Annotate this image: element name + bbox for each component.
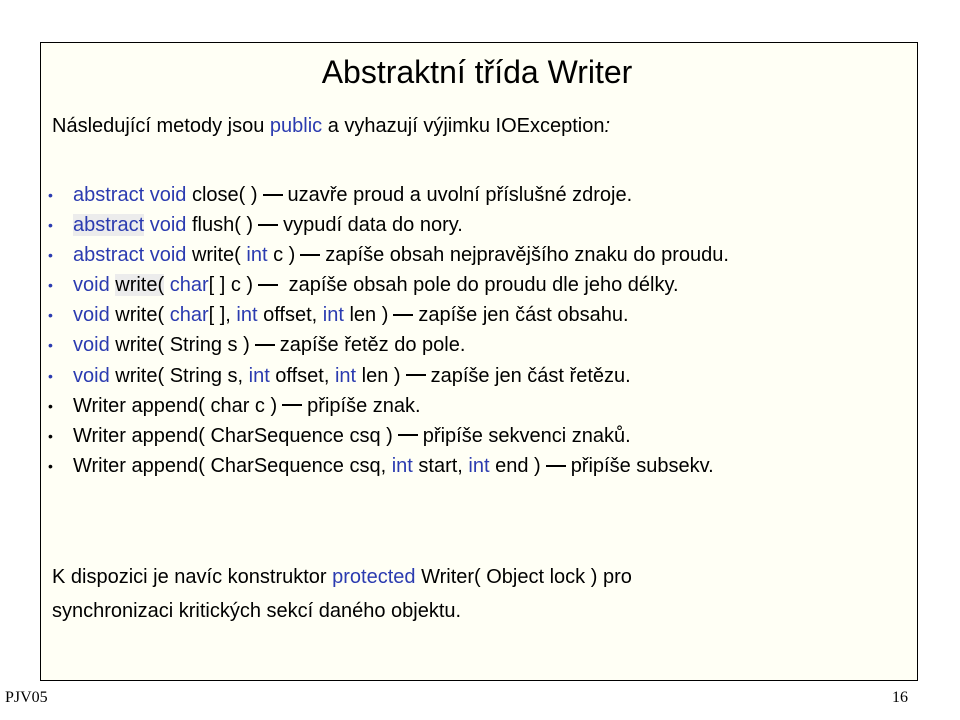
- method-text: zapíše řetěz do pole.: [279, 334, 466, 357]
- method-text: připíše subsekv.: [570, 454, 714, 477]
- keyword-text: void: [73, 364, 110, 387]
- method-text: offset,: [257, 304, 323, 327]
- em-dash: [398, 434, 418, 436]
- bullet-dot-icon: •: [48, 427, 53, 444]
- em-dash: [263, 194, 283, 196]
- bullet-dot-icon: •: [48, 457, 53, 474]
- em-dash: [255, 344, 275, 346]
- keyword-text: int: [246, 244, 268, 267]
- intro-keyword: public: [269, 115, 323, 137]
- method-text: vypudí data do nory.: [283, 214, 463, 237]
- keyword-text: void: [73, 334, 110, 357]
- method-text: len ): [356, 364, 401, 387]
- closing-keyword: protected: [332, 566, 416, 588]
- method-text: c ): [267, 244, 296, 267]
- keyword-text: abstract void: [73, 184, 187, 206]
- method-text: Writer append( CharSequence csq,: [73, 454, 392, 477]
- bullet-dot-icon: •: [48, 217, 53, 234]
- method-text: write( String s,: [109, 364, 249, 387]
- method-text: close( ): [186, 184, 258, 206]
- keyword-text: char: [169, 304, 209, 327]
- method-text: write(: [186, 244, 247, 267]
- keyword-text: int: [322, 304, 344, 327]
- keyword-text: int: [236, 304, 258, 327]
- method-text: start,: [412, 454, 469, 477]
- method-text: Writer append( CharSequence csq ): [73, 424, 393, 447]
- em-dash: [282, 404, 302, 406]
- keyword-text: char: [169, 274, 209, 297]
- keyword-text: abstract: [73, 214, 145, 237]
- method-text: flush( ): [186, 214, 254, 237]
- method-text: write( String s ): [109, 334, 250, 357]
- keyword-text: abstract void: [73, 244, 187, 267]
- method-item: [48, 391, 729, 421]
- method-text: [ ] c ): [208, 274, 254, 297]
- keyword-text: int: [468, 454, 490, 477]
- bullet-dot-icon: •: [48, 187, 53, 203]
- bullet-dot-icon: •: [48, 337, 53, 354]
- method-text: [ ],: [208, 304, 237, 327]
- intro-colon: :: [604, 115, 611, 137]
- method-text: zapíše jen část obsahu.: [418, 304, 629, 327]
- keyword-text: int: [248, 364, 270, 387]
- method-item: [48, 300, 729, 330]
- keyword-text: void: [73, 274, 116, 297]
- bullet-dot-icon: •: [48, 367, 53, 384]
- bullet-dot-icon: •: [48, 307, 53, 324]
- footer-course-code: PJV05: [5, 689, 48, 706]
- intro-text: [52, 113, 610, 139]
- method-item: [48, 421, 729, 451]
- method-text: zapíše obsah nejpravějšího znaku do proudu.: [325, 244, 729, 267]
- em-dash: [406, 374, 426, 376]
- keyword-text: void: [144, 214, 187, 237]
- method-text: end ): [489, 454, 541, 477]
- closing-line-2: synchronizaci kritických sekcí daného objektu.: [52, 600, 462, 622]
- closing-line-1: [52, 560, 632, 594]
- method-text: zapíše obsah pole do proudu dle jeho délky.: [283, 274, 679, 297]
- closing-after: Writer( Object lock ) pro: [415, 566, 632, 588]
- method-text: připíše sekvenci znaků.: [422, 424, 631, 447]
- em-dash: [393, 314, 413, 316]
- method-text: offset,: [269, 364, 335, 387]
- method-text: Writer append( char c ): [73, 394, 278, 417]
- keyword-text: int: [391, 454, 413, 477]
- method-text: len ): [343, 304, 389, 327]
- method-text: připíše znak.: [307, 394, 421, 417]
- bullet-dot-icon: •: [48, 277, 53, 294]
- em-dash: [546, 465, 566, 467]
- method-text: write(: [115, 274, 165, 297]
- em-dash: [258, 224, 278, 226]
- method-item: [48, 240, 729, 270]
- method-item: [48, 270, 729, 300]
- slide-title: Abstraktní třída Writer: [321, 54, 633, 90]
- closing-text: [52, 560, 632, 628]
- bullet-dot-icon: •: [48, 247, 53, 264]
- method-text: uzavře proud a uvolní příslušné zdroje.: [287, 184, 633, 206]
- keyword-text: void: [73, 304, 110, 327]
- intro-after: a vyhazují výjimku IOException: [322, 115, 605, 137]
- keyword-text: int: [334, 364, 357, 387]
- footer-page-number: 16: [892, 689, 908, 706]
- method-list: [48, 180, 729, 481]
- method-item: [48, 361, 729, 391]
- method-item: [48, 210, 729, 240]
- closing-before: K dispozici je navíc konstruktor: [52, 566, 333, 588]
- method-item: [48, 451, 729, 481]
- bullet-dot-icon: •: [48, 397, 53, 414]
- method-text: zapíše jen část řetězu.: [430, 364, 631, 387]
- method-item: [48, 180, 729, 210]
- method-text: write(: [109, 304, 170, 327]
- em-dash: [300, 254, 320, 256]
- intro-before: Následující metody jsou: [52, 115, 270, 137]
- em-dash: [258, 284, 278, 286]
- method-item: [48, 330, 729, 360]
